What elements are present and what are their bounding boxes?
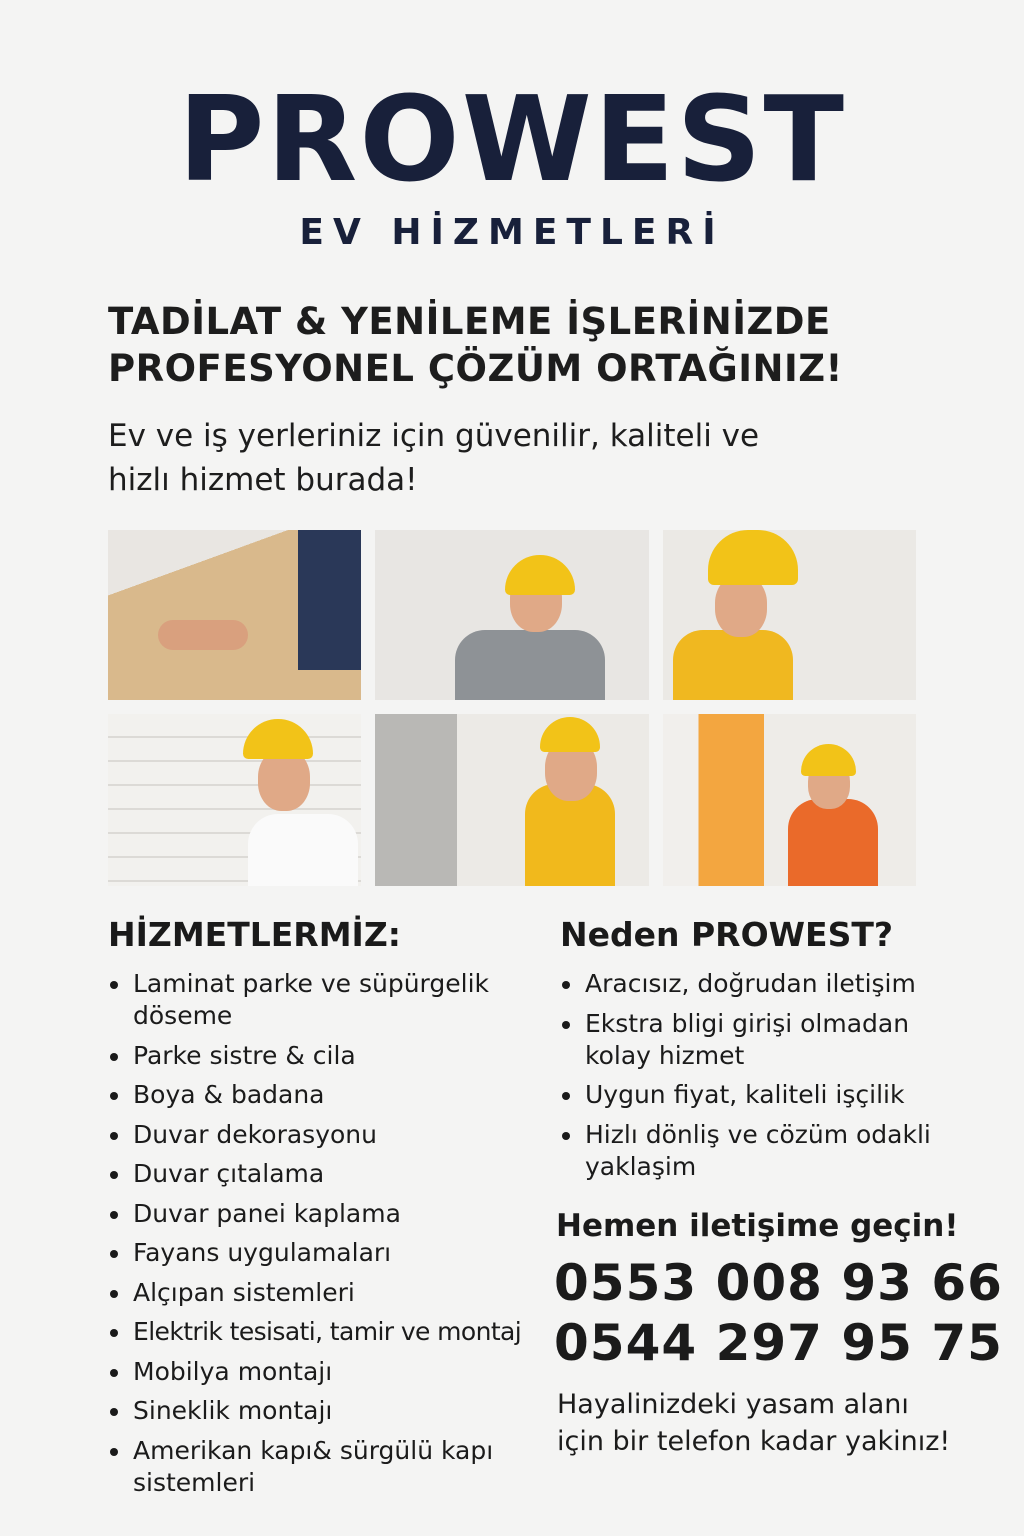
- closing-line: için bir telefon kadar yakinız!: [557, 1426, 951, 1457]
- photo-worker-drilling: [663, 530, 916, 700]
- list-item: Amerikan kapı& sürgülü kapı sistemleri: [108, 1435, 558, 1499]
- photo-worker-door: [375, 714, 649, 886]
- list-item: Hizlı dönliş ve cözüm odakli yaklaşim: [560, 1119, 960, 1183]
- brand-subtitle: EV HİZMETLERİ: [299, 212, 725, 253]
- tagline: [108, 414, 759, 502]
- photo-worker-wall-repair: [375, 530, 649, 700]
- closing-text: [557, 1386, 950, 1460]
- list-item: Duvar çıtalama: [108, 1158, 558, 1190]
- list-item: Uygun fiyat, kaliteli işçilik: [560, 1079, 960, 1111]
- services-list: [108, 968, 558, 1506]
- list-item: Aracısız, doğrudan iletişim: [560, 968, 960, 1000]
- phone-number[interactable]: 0553 008 93 66: [554, 1254, 1003, 1312]
- headline-line: TADİLAT & YENİLEME İŞLERİNİZDE: [108, 300, 831, 343]
- list-item: Alçıpan sistemleri: [108, 1277, 558, 1309]
- list-item: Ekstra bligi girişi olmadan kolay hizmet: [560, 1008, 960, 1072]
- contact-cta: Hemen iletişime geçin!: [556, 1208, 959, 1244]
- list-item: Sineklik montajı: [108, 1395, 558, 1427]
- list-item: Fayans uygulamaları: [108, 1237, 558, 1269]
- list-item: Parke sistre & cila: [108, 1040, 558, 1072]
- photo-wall-panel: [108, 714, 361, 886]
- photo-laminate-flooring: [108, 530, 361, 700]
- brand-logo: PROWEST: [178, 70, 846, 208]
- why-list: [560, 968, 960, 1190]
- tagline-line: hizlı hizmet burada!: [108, 462, 418, 498]
- list-item: Boya & badana: [108, 1079, 558, 1111]
- headline: [108, 298, 843, 392]
- tagline-line: Ev ve iş yerleriniz için güvenilir, kaliteli ve: [108, 418, 760, 454]
- phone-number[interactable]: 0544 297 95 75: [554, 1314, 1003, 1372]
- photo-worker-painting: [663, 714, 916, 886]
- list-item: Duvar dekorasyonu: [108, 1119, 558, 1151]
- list-item: Mobilya montajı: [108, 1356, 558, 1388]
- headline-line: PROFESYONEL ÇÖZÜM ORTAĞINIZ!: [108, 347, 843, 390]
- services-heading: HİZMETLERMİZ:: [108, 915, 401, 954]
- why-heading: Neden PROWEST?: [560, 915, 893, 954]
- list-item: Duvar panei kaplama: [108, 1198, 558, 1230]
- list-item: Laminat parke ve süpürgelik döseme: [108, 968, 558, 1032]
- closing-line: Hayalinizdeki yasam alanı: [557, 1389, 909, 1420]
- list-item: Elektrik tesisati, tamir ve montaj: [108, 1316, 558, 1348]
